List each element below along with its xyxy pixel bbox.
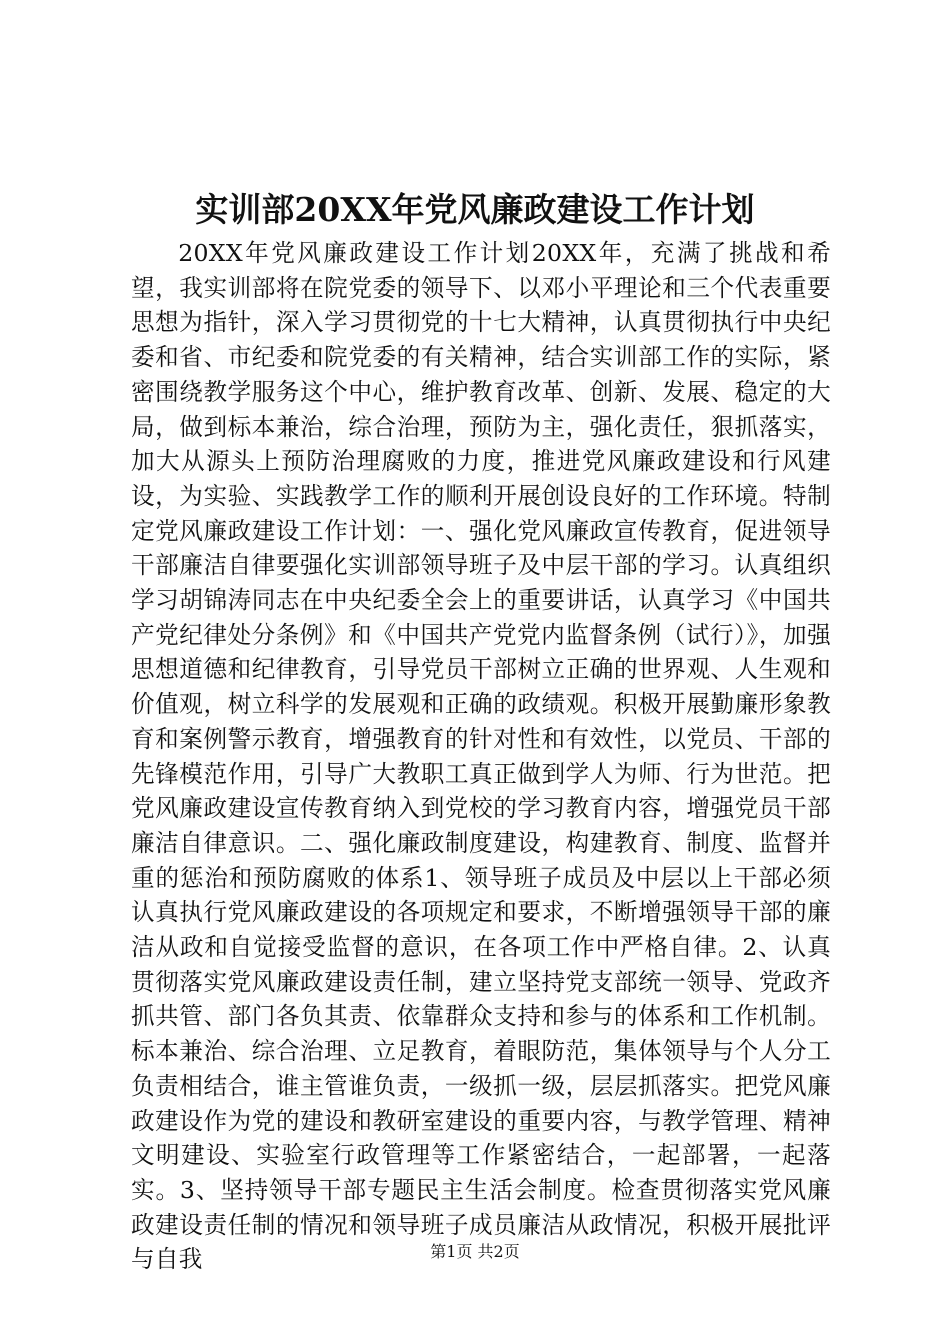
document-body: 20XX年党风廉政建设工作计划20XX年，充满了挑战和希望，我实训部将在院党委的领导下、以邓小平理论和三个代表重要思想为指针，深入学习贯彻党的十七大精神，认真贯彻执行中央纪委和省、市纪委和院党委的有关精神，结合实训部工作的实际，紧密围绕教学服务这个中心，维护教育改革、创新、发展、稳定的大局，做到标本兼治，综合治理，预防为主，强化责任，狠抓落实，加大从源头上预防治理腐败的力度，推进党风廉政建设和行风建设，为实验、实践教学工作的顺利开展创设良好的工作环境。特制定党风廉政建设工作计划：一、强化党风廉政宣传教育，促进领导干部廉洁自律要强化实训部领导班子及中层干部的学习。认真组织学习胡锦涛同志在中央纪委全会上的重要讲话，认真学习《中国共产党纪律处分条例》和《中国共产党党内监督条例（试行）》，加强思想道德和纪律教育，引导党员干部树立正确的世界观、人生观和价值观，树立科学的发展观和正确的政绩观。积极开展勤廉形象教育和案例警示教育，增强教育的针对性和有效性，以党员、干部的先锋模范作用，引导广大教职工真正做到学人为师、行为世范。把党风廉政建设宣传教育纳入到党校的学习教育内容，增强党员干部廉洁自律意识。二、强化廉政制度建设，构建教育、制度、监督并重的惩治和预防腐败的体系1、领导班子成员及中层以上干部必须认真执行党风廉政建设的各项规定和要求，不断增强领导干部的廉洁从政和自觉接受监督的意识，在各项工作中严格自律。2、认真贯彻落实党风廉政建设责任制，建立坚持党支部统一领导、党政齐抓共管、部门各负其责、依靠群众支持和参与的体系和工作机制。标本兼治、综合治理、立足教育，着眼防范，集体领导与个人分工负责相结合，谁主管谁负责，一级抓一级，层层抓落实。把党风廉政建设作为党的建设和教研室建设的重要内容，与教学管理、精神文明建设、实验室行政管理等工作紧密结合，一起部署，一起落实。3、坚持领导干部专题民主生活会制度。检查贯彻落实党风廉政建设责任制的情况和领导班子成员廉洁从政情况，积极开展批评与自我 [131, 239, 831, 1274]
document-title: 实训部20XX年党风廉政建设工作计划 [195, 190, 755, 229]
page-number: 第1页 共2页 [430, 1242, 520, 1261]
